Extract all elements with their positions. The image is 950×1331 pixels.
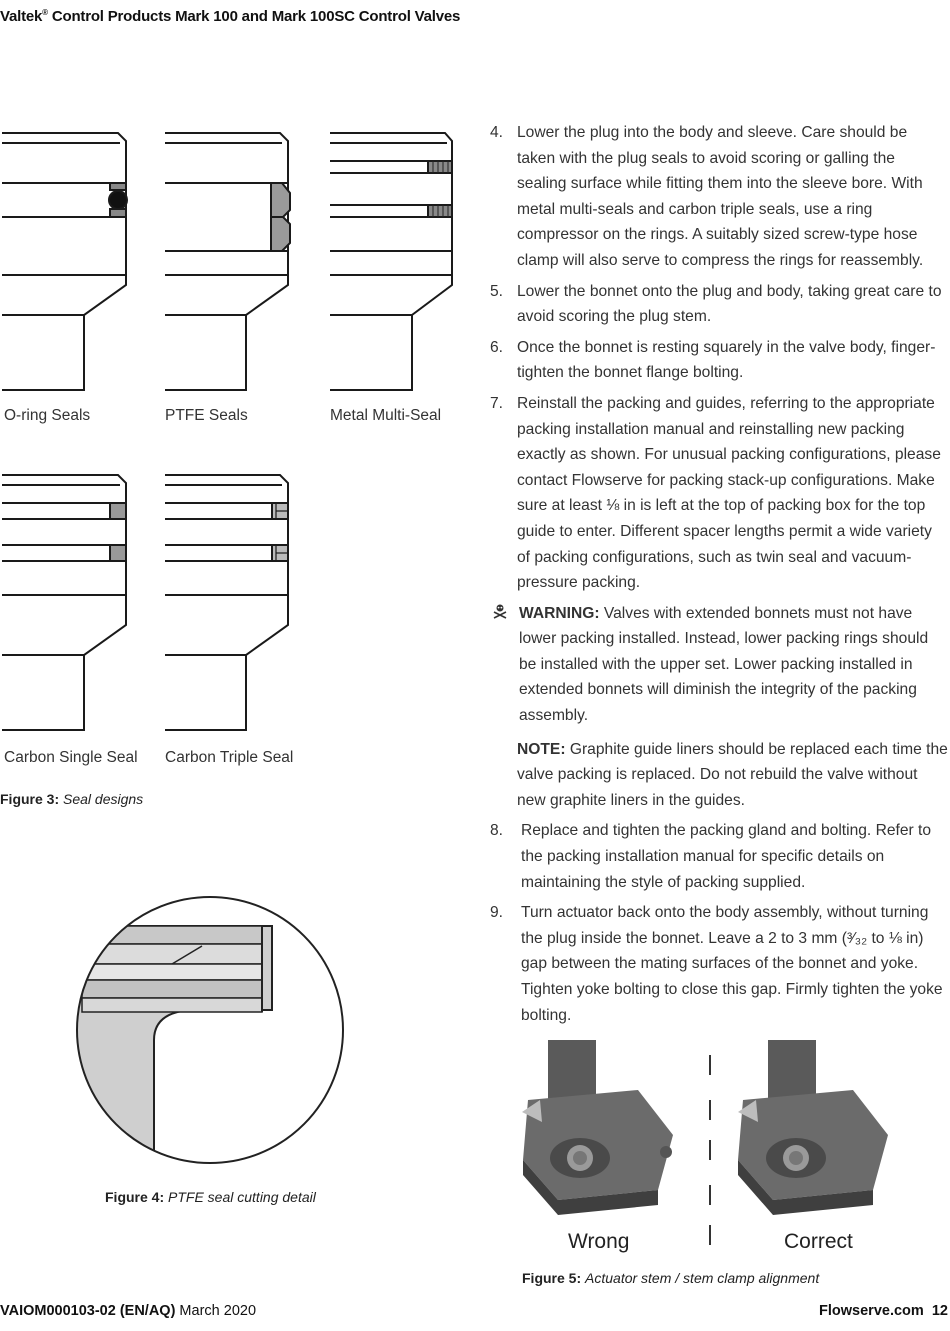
label-correct: Correct: [784, 1230, 853, 1253]
figure4-caption-label: Figure 4:: [105, 1189, 165, 1205]
figure4-caption-text: PTFE seal cutting detail: [168, 1189, 316, 1205]
document-number: VAIOM000103-02 (EN/AQ): [0, 1303, 176, 1319]
step-number: 5.: [490, 282, 504, 300]
footer-site-page: [819, 1303, 948, 1319]
stem-clamp-wrong: [522, 1040, 673, 1215]
warning-block: [488, 601, 948, 729]
page-header-title: [0, 8, 460, 25]
carbon-triple-seal-drawing: [165, 475, 288, 730]
figure3-caption-label: Figure 3:: [0, 791, 60, 807]
label-carbon-triple-seal: Carbon Triple Seal: [165, 749, 294, 766]
step-text: Reinstall the packing and guides, referring to the appropriate packing installation manual and reinstalling new packing exactly as shown. For unusual packing configurations, please contact Flowserve for packing stack-up configurations. Make sure at least ⅛ in is left at the top of packing box for the top guide to enter. Different spacer lengths permit a wide variety of packing configurations, such as twin seal and vacuum-pressure packing.: [517, 394, 941, 592]
step-item: [488, 900, 948, 1028]
warning-text: Valves with extended bonnets must not have lower packing installed. Instead, lower packing rings should be installed with the upper set. Lower packing installed in extended bonnets will diminish the integrity of the packing assembly.: [519, 604, 929, 725]
label-carbon-single-seal: Carbon Single Seal: [4, 749, 138, 766]
figure5-caption-label: Figure 5:: [522, 1270, 582, 1286]
figure4-caption: [105, 1189, 316, 1205]
step-text: Lower the plug into the body and sleeve. Care should be taken with the plug seals to avoid scoring or galling the sealing surface while fitting them into the sleeve bore. With metal multi-seals and carbon triple seals, use a ring compressor on the rings. A suitably sized screw-type hose clamp will also serve to compress the rings for reassembly.: [517, 124, 924, 269]
registered-mark: ®: [42, 8, 48, 17]
step-item: [488, 391, 948, 596]
stem-clamp-correct: [738, 1040, 888, 1215]
footer-document-id: [0, 1303, 256, 1319]
brand-name: Valtek: [0, 8, 43, 25]
carbon-single-seal-drawing: [2, 475, 126, 730]
figure5-caption-text: Actuator stem / stem clamp alignment: [585, 1270, 820, 1286]
step-number: 9.: [490, 904, 504, 922]
step-number: 4.: [490, 124, 504, 141]
label-ptfe-seals: PTFE Seals: [165, 407, 248, 424]
step-item: [488, 120, 948, 274]
document-date: March 2020: [175, 1303, 257, 1319]
instruction-steps: [488, 120, 948, 1033]
skull-crossbones-icon: [492, 603, 508, 619]
step-text: Lower the bonnet onto the plug and body, taking great care to avoid scoring the plug stem.: [517, 282, 942, 326]
note-block: [488, 737, 948, 814]
step-text: Once the bonnet is resting squarely in the valve body, finger-tighten the bonnet flange bolting.: [517, 338, 936, 382]
step-item: [488, 818, 948, 895]
step-item: [488, 279, 948, 330]
figure5-caption: [522, 1270, 819, 1286]
page-number: 12: [931, 1303, 948, 1319]
ptfe-seal-drawing: [165, 133, 290, 390]
step-text: Replace and tighten the packing gland and bolting. Refer to the packing installation manual for specific details on maintaining the style of packing supplied.: [521, 822, 932, 891]
label-wrong: Wrong: [568, 1230, 630, 1253]
step-item: [488, 335, 948, 386]
header-title-text: Control Products Mark 100 and Mark 100SC Control Valves: [47, 8, 461, 25]
figure4-detail-drawing: [72, 900, 352, 1180]
step-number: 7.: [490, 394, 504, 412]
step-text: Turn actuator back onto the body assembly, without turning the plug inside the bonnet. Leave a 2 to 3 mm (³⁄₃₂ to ⅛ in) gap between the mating surfaces of the bonnet and yoke. Tighten yoke bolting to close this gap. Firmly tighten the yoke bolting.: [521, 904, 943, 1024]
oring-seal-drawing: [2, 133, 127, 390]
label-oring-seals: O-ring Seals: [4, 407, 91, 424]
warning-label: WARNING:: [519, 604, 600, 622]
figure3-drawings: [0, 125, 460, 805]
step-number: 6.: [490, 338, 504, 356]
label-metal-multi-seal: Metal Multi-Seal: [330, 407, 442, 424]
step-number: 8.: [490, 822, 504, 840]
figure3-caption: [0, 791, 143, 807]
figure3-caption-text: Seal designs: [63, 791, 144, 807]
footer-site: Flowserve.com: [819, 1303, 924, 1319]
metal-multi-seal-drawing: [330, 133, 452, 390]
note-label: NOTE:: [517, 740, 566, 758]
note-text: Graphite guide liners should be replaced each time the valve packing is replaced. Do not rebuild the valve without new graphite liners in the guides.: [517, 740, 948, 809]
